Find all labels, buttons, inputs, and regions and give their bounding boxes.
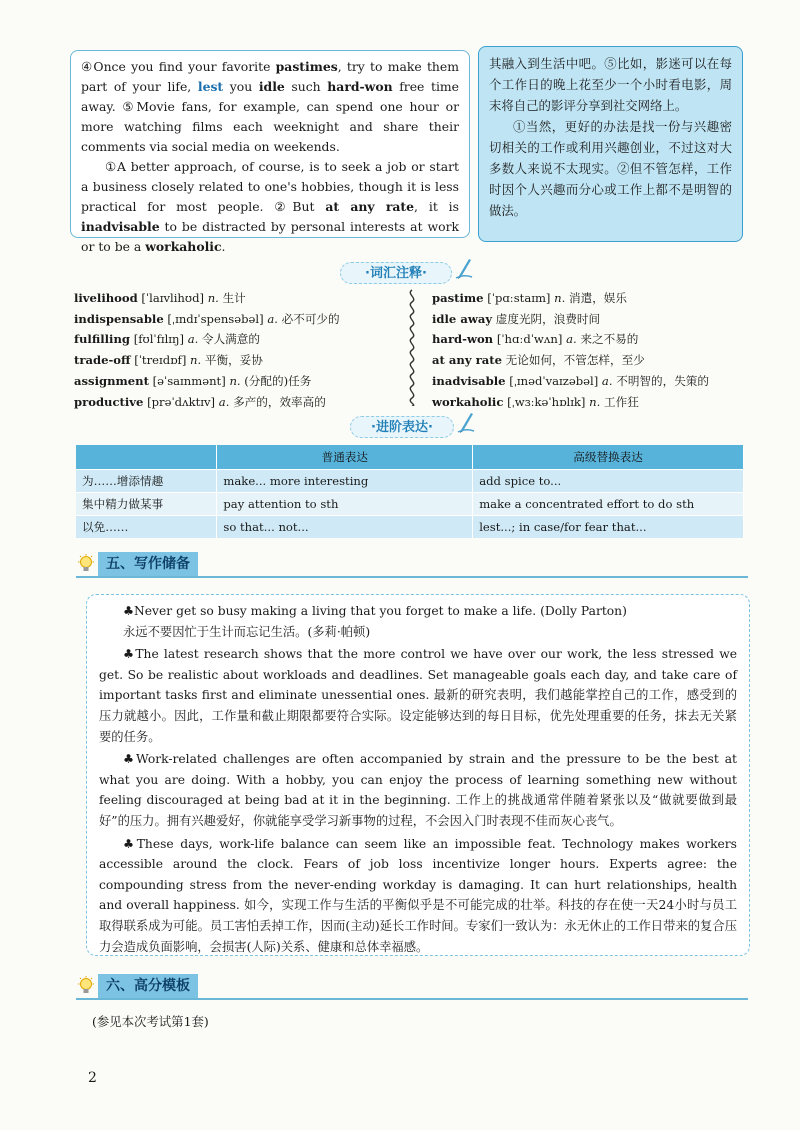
- vocab-entry: at any rate 无论如何，不管怎样，至少: [432, 353, 645, 368]
- quote-paragraph: ♣Never get so busy making a living that you forget to make a life. (Dolly Parton): [123, 604, 627, 618]
- section6-title: 六、高分模板: [98, 974, 198, 998]
- reading-english-box: [70, 50, 470, 254]
- section5-title: 五、写作储备: [98, 552, 198, 576]
- reading-cn-paragraph-2: ①当然，更好的办法是找一份与兴趣密切相关的工作或利用兴趣创业，不过这对大多数人来说不太现实。②但不管怎样，工作时因个人兴趣而分心或工作上都不是明智的做法。: [489, 119, 732, 218]
- pencil-icon: [455, 256, 473, 280]
- vocab-entry: idle away 虚度光阴，浪费时间: [432, 311, 601, 326]
- vocab-highlight: at any rate: [325, 199, 415, 214]
- prep-paragraph: ♣These days, work-life balance can seem like an impossible feat. Technology makes workers accessible around the clock. Fears of job loss incentivize longer hours. Experts agree: the compounding stress from the never-ending workday is damaging. It can hurt relationships, health and overall happiness. 如今，实现工作与生活的平衡似乎是不可能完成的壮举。科技的存在使一天24小时与员工取得联系成为可能。员工害怕丢掉工作，因而(主动)延长工作时间。专家们一致认为：永无休止的工作日带来的复合压力会造成负面影响，会损害(人际)关系、健康和总体幸福感。: [99, 836, 737, 954]
- spiral-divider: [405, 288, 419, 406]
- vocab-highlight: hard-won: [327, 79, 393, 94]
- reading-cn-paragraph-1: 其融入到生活中吧。⑤比如，影迷可以在每个工作日的晚上花至少一个小时看电影，周末将自己的影评分享到社交网络上。: [489, 56, 732, 113]
- vocab-highlight: pastimes: [275, 59, 338, 74]
- vocab-entry: productive [prəˈdʌktɪv] a. 多产的，效率高的: [74, 394, 326, 409]
- vocab-highlight: idle: [258, 79, 285, 94]
- table-header: 高级替换表达: [473, 445, 744, 470]
- writing-prep-box: [86, 594, 750, 956]
- advanced-header: ·进阶表达·: [350, 416, 454, 438]
- table-row: 以免…… so that... not... lest...; in case/for fear that...: [76, 516, 744, 539]
- lightbulb-icon: [76, 976, 96, 996]
- quote-translation: 永远不要因忙于生计而忘记生活。(多莉·帕顿): [123, 624, 371, 639]
- vocab-right-list: [432, 288, 752, 412]
- table-header: 普通表达: [217, 445, 473, 470]
- reading-en-paragraph-2: ①A better approach, of course, is to seek a job or start a business closely related to one's hobbies, though it is less practical for most people. ②But at any rate, it is inadvisable to be distracted by personal interests at work or to be a workaholic.: [81, 159, 459, 254]
- reading-en-paragraph-1: ④Once you find your favorite pastimes, try to make them part of your life, lest you idle such hard-won free time away. ⑤Movie fans, for example, can spend one hour or more watching films each weeknight and share their comments via social media on weekends.: [81, 59, 460, 154]
- section6-note: (参见本次考试第1套): [92, 1014, 209, 1029]
- table-row: 集中精力做某事 pay attention to sth make a concentrated effort to do sth: [76, 493, 744, 516]
- section5-header: [76, 552, 748, 578]
- table-header: [76, 445, 217, 470]
- prep-paragraph: ♣The latest research shows that the more control we have over our work, the less stressed we get. So be realistic about workloads and deadlines. Set manageable goals each day, and take care of important tasks first and eliminate unessential ones. 最新的研究表明，我们越能掌控自己的工作，感受到的压力就越小。因此，工作量和截止期限都要符合实际。设定能够达到的每日目标，优先处理重要的任务，抹去无关紧要的任务。: [99, 647, 737, 744]
- table-row: 为……增添情趣 make... more interesting add spice to...: [76, 470, 744, 493]
- vocab-entry: pastime [ˈpɑːstaɪm] n. 消遣，娱乐: [432, 291, 627, 305]
- vocab-highlight: inadvisable: [81, 219, 160, 234]
- table-header-row: [76, 445, 744, 470]
- section6-header: [76, 974, 748, 1000]
- vocab-entry: inadvisable [ˌɪnədˈvaɪzəbəl] a. 不明智的，失策的: [432, 373, 709, 388]
- vocab-entry: hard-won [ˈhɑːdˈwʌn] a. 来之不易的: [432, 332, 639, 347]
- prep-paragraph: ♣Work-related challenges are often accompanied by strain and the pressure to be the best at what you are doing. With a hobby, you can enjoy the process of learning something new without feeling discouraged at being bad at it in the beginning. 工作上的挑战通常伴随着紧张以及“做就要做到最好”的压力。拥有兴趣爱好，你就能享受学习新事物的过程，不会因入门时表现不佳而灰心丧气。: [99, 752, 737, 828]
- pencil-icon: [457, 410, 475, 434]
- page-number: 2: [88, 1070, 97, 1086]
- vocab-highlight: workaholic: [145, 239, 222, 254]
- vocab-entry: assignment [əˈsaɪnmənt] n. (分配的)任务: [74, 373, 312, 388]
- vocab-highlight: lest: [197, 79, 224, 94]
- vocab-left-list: [74, 288, 404, 412]
- vocab-entry: fulfilling [fʊlˈfɪlɪŋ] a. 令人满意的: [74, 332, 260, 347]
- expression-table: [76, 445, 744, 538]
- vocab-entry: livelihood [ˈlaɪvlihʊd] n. 生计: [74, 291, 246, 305]
- lightbulb-icon: [76, 554, 96, 574]
- vocab-entry: workaholic [ˌwɜːkəˈhɒlɪk] n. 工作狂: [432, 394, 639, 409]
- vocab-header: ·词汇注释·: [340, 262, 452, 284]
- vocab-entry: indispensable [ˌɪndɪˈspensəbəl] a. 必不可少的: [74, 311, 340, 326]
- vocab-entry: trade-off [ˈtreɪdɒf] n. 平衡，妥协: [74, 353, 263, 368]
- reading-chinese-box: [478, 46, 743, 242]
